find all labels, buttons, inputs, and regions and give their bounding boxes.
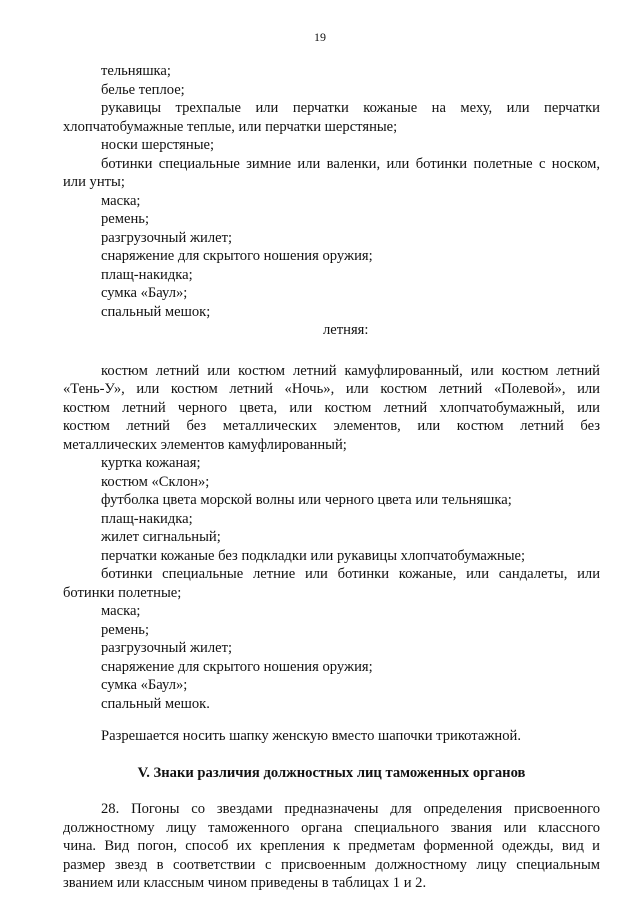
paragraph-line: костюм летний или костюм летний камуфлированный, или костюм летний <box>101 362 600 379</box>
list-item: маска; <box>101 192 141 209</box>
list-item: ремень; <box>101 211 150 227</box>
list-item: спальный мешок; <box>101 303 211 320</box>
list-item: куртка кожаная; <box>101 455 201 471</box>
list-item: снаряжение для скрытого ношения оружия; <box>101 248 373 264</box>
document-body <box>63 62 600 893</box>
paragraph-line: званием или классным чином приведены в таблицах 1 и 2. <box>63 875 427 891</box>
list-item: спальный мешок. <box>101 695 210 712</box>
list-item: футболка цвета морской волны или черного цвета или тельняшка; <box>101 492 512 508</box>
paragraph-line: размер звезд в соответствии с присвоенным должностному лицу специальным <box>63 856 600 873</box>
section-heading: V. Знаки различия должностных лиц таможенных органов <box>137 764 526 781</box>
list-item: сумка «Баул»; <box>101 285 188 301</box>
paragraph-line: металлических элементов камуфлированный; <box>63 436 347 453</box>
paragraph-line: чина. Вид погон, способ их крепления к предметам форменной одежды, вид и <box>63 838 600 854</box>
paragraph-line: костюм летний черного цвета, или костюм летний хлопчатобумажный, или <box>63 399 600 416</box>
list-item: сумка «Баул»; <box>101 677 188 693</box>
list-item-continuation: или унты; <box>63 174 125 190</box>
list-item-continuation: ботинки полетные; <box>63 584 182 601</box>
paragraph-line: костюм летний без металлических элементов, или костюм летний без <box>63 418 600 434</box>
paragraph-line: «Тень-У», или костюм летний «Ночь», или костюм летний «Полевой», или <box>63 381 600 397</box>
list-item: разгрузочный жилет; <box>101 229 233 246</box>
paragraph-line: 28. Погоны со звездами предназначены для определения присвоенного <box>101 801 600 817</box>
list-item: носки шерстяные; <box>101 137 215 153</box>
list-item: маска; <box>101 603 141 619</box>
paragraph-line: должностному лицу таможенного органа специального звания или классного <box>63 819 600 836</box>
list-item: ботинки специальные летние или ботинки кожаные, или сандалеты, или <box>101 566 600 582</box>
list-item: плащ-накидка; <box>101 510 193 527</box>
list-item: ремень; <box>101 621 150 638</box>
list-item-continuation: хлопчатобумажные теплые, или перчатки шерстяные; <box>63 118 398 135</box>
list-item: снаряжение для скрытого ношения оружия; <box>101 658 373 675</box>
list-item: тельняшка; <box>101 63 171 79</box>
list-item: жилет сигнальный; <box>101 529 221 545</box>
list-item: перчатки кожаные без подкладки или рукавицы хлопчатобумажные; <box>101 547 526 564</box>
list-item: белье теплое; <box>101 81 185 98</box>
list-item: плащ-накидка; <box>101 266 193 283</box>
page-number: 19 <box>314 30 326 44</box>
list-item: рукавицы трехпалые или перчатки кожаные на меху, или перчатки <box>101 100 600 116</box>
list-item: разгрузочный жилет; <box>101 640 233 656</box>
list-item: ботинки специальные зимние или валенки, или ботинки полетные с носком, <box>101 155 600 172</box>
note-paragraph: Разрешается носить шапку женскую вместо шапочки трикотажной. <box>101 728 521 744</box>
summer-subheading: летняя: <box>323 322 369 338</box>
list-item: костюм «Склон»; <box>101 473 210 490</box>
